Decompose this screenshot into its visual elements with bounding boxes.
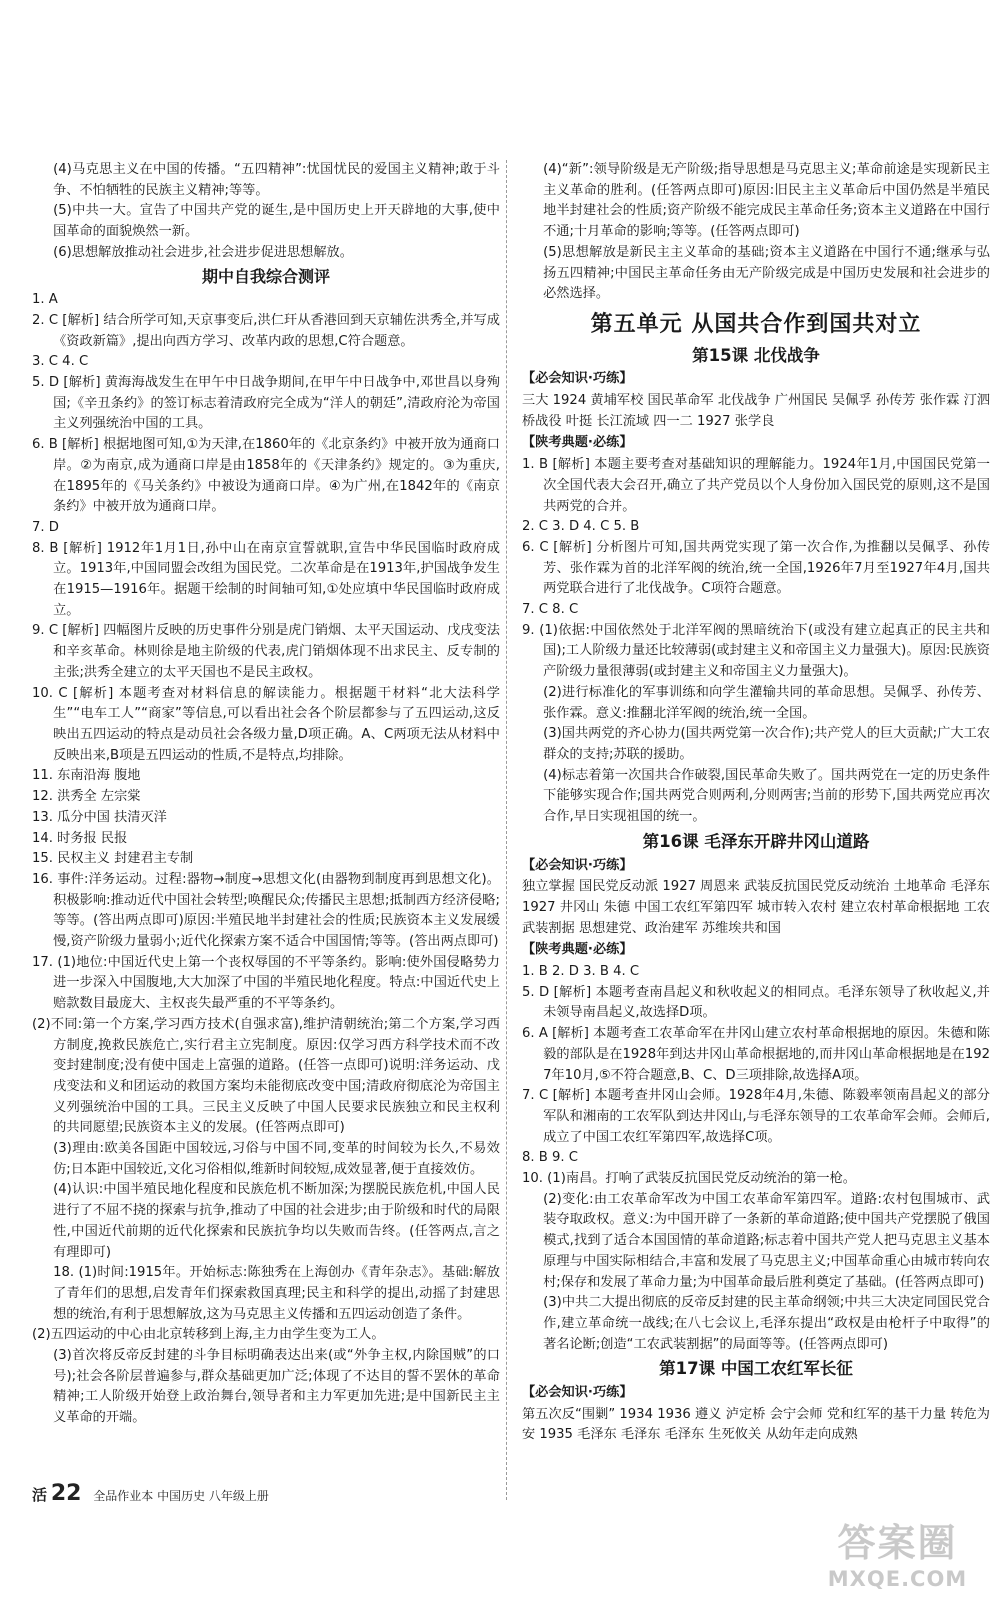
answer-item: 18. (1)时间:1915年。开始标志:陈独秀在上海创办《青年杂志》。基础:解放了青年们的思想,启发青年们探索救国真理;民主和科学的提出,动摇了封建思想的统治,有利于思想解放,这为马克思主义传播和五四运动创造了条件。 — [53, 1265, 500, 1322]
watermark-url: MXQE.COM — [827, 1567, 968, 1591]
answer-item: (2)五四运动的中心由北京转移到上海,主力由学生变为工人。 — [32, 1327, 385, 1343]
series-name: 全品作业本 中国历史 八年级上册 — [93, 1489, 269, 1503]
answer-item: 6. B [解析] 根据地图可知,①为天津,在1860年的《北京条约》中被开放为通商口岸。②为南京,成为通商口岸是由1858年的《天津条约》规定的。③为重庆,在1895年的《马关条约》中被设为通商口岸。④为广州,在1842年的《南京条约》中被开放为通商口岸。 — [32, 437, 500, 515]
answer-item: (4)标志着第一次国共合作破裂,国民革命失败了。国共两党在一定的历史条件下能够实现合作;国共两党合则两利,分则两害;当前的形势下,国共两党应再次合作,早日实现祖国的统一。 — [543, 767, 990, 825]
answer-item: 5. D [解析] 黄海海战发生在甲午中日战争期间,在甲午中日战争中,邓世昌以身殉国;《辛丑条约》的签订标志着清政府完全成为“洋人的朝廷”,清政府沦为帝国主义列强统治中国的工具。 — [32, 375, 500, 432]
knowledge-answers: 独立掌握 国民党反动派 1927 周恩来 武装反抗国民党反动统治 土地革命 毛泽东 1927 井冈山 朱德 中国工农红军第四军 城市转入农村 建立农村革命根据地 工农武装割据 思想建党、政治建军 苏维埃共和国 — [522, 879, 990, 936]
answer-item: 9. C [解析] 四幅图片反映的历史事件分别是虎门销烟、太平天国运动、戊戌变法和辛亥革命。林则徐是地主阶级的代表,虎门销烟体现不出求民主、反专制的主张;洪秀全建立的太平天国也不是民主政权。 — [32, 623, 500, 680]
answer-item: 14. 时务报 民报 — [32, 830, 128, 846]
answer-item: 12. 洪秀全 左宗棠 — [32, 789, 141, 805]
section-title: 期中自我综合测评 — [201, 266, 330, 286]
answer-item: 7. C [解析] 本题考查井冈山会师。1928年4月,朱德、陈毅率领南昌起义的部分军队和湘南的工农军队到达井冈山,与毛泽东领导的工农革命军会师。会师后,成立了中国工农红军第四军,故选择C项。 — [522, 1088, 990, 1145]
watermark-logo-text: 答案圈 — [837, 1521, 958, 1565]
paragraph: (5)中共一大。宣告了中国共产党的诞生,是中国历史上开天辟地的大事,使中国革命的面貌焕然一新。 — [53, 203, 500, 240]
knowledge-answers: 三大 1924 黄埔军校 国民革命军 北伐战争 广州国民 吴佩孚 孙传芳 张作霖 汀泗桥战役 叶挺 长江流域 四一二 1927 张学良 — [522, 393, 990, 429]
right-column — [522, 160, 990, 1446]
column-divider — [506, 160, 507, 1500]
answer-item: 8. B [解析] 1912年1月1日,孙中山在南京宣誓就职,宣告中华民国临时政府成立。1913年,中国同盟会改组为国民党。二次革命是在1913年,护国战争发生在1915—1916年。据题干绘制的时间轴可知,①处应填中华民国临时政府成立。 — [32, 540, 500, 618]
lesson-title: 第15课 北伐战争 — [692, 345, 820, 365]
paragraph: (6)思想解放推动社会进步,社会进步促进思想解放。 — [53, 244, 353, 260]
answer-item: (3)理由:欧美各国距中国较远,习俗与中国不同,变革的时间较为长久,不易效仿;日本距中国较近,文化习俗相似,维新时间较短,成效显著,便于直接效仿。 — [53, 1141, 500, 1177]
section-tag: 【陕考典题·必练】 — [522, 435, 633, 451]
unit-title: 第五单元 从国共合作到国共对立 — [590, 311, 922, 337]
lesson-title: 第16课 毛泽东开辟井冈山道路 — [642, 831, 870, 851]
answer-item: 1. A — [32, 292, 58, 308]
answer-item: 15. 民权主义 封建君主专制 — [32, 851, 194, 867]
section-tag: 【必会知识·巧练】 — [522, 1385, 633, 1401]
answer-item: (2)进行标准化的军事训练和向学生灌输共同的革命思想。吴佩孚、孙传芳、张作霖。意义:推翻北洋军阀的统治,统一全国。 — [543, 684, 990, 721]
answer-item: 7. D — [32, 519, 59, 535]
answer-item: 7. C 8. C — [522, 602, 579, 618]
answer-item: 6. C [解析] 分析图片可知,国共两党实现了第一次合作,为推翻以吴佩孚、孙传芳、张作霖为首的北洋军阀的统治,统一全国,1926年7月至1927年4月,国共两党联合进行了北伐战争。C项符合题意。 — [522, 539, 990, 597]
answer-item: (2)变化:由工农革命军改为中国工农革命军第四军。道路:农村包围城市、武装夺取政权。意义:为中国开辟了一条新的革命道路;使中国共产党摆脱了俄国模式,找到了适合本国国情的革命道路;标志着中国共产党人把马克思主义基本原理与中国实际相结合,丰富和发展了马克思主义;中国革命重心由城市转向农村;保存和发展了革命力量;为中国革命最后胜利奠定了基础。(任答两点即可) — [543, 1191, 990, 1290]
answer-item: 2. C [解析] 结合所学可知,天京事变后,洪仁玕从香港回到天京辅佐洪秀全,并写成《资政新篇》,提出向西方学习、改革内政的思想,C符合题意。 — [32, 312, 500, 349]
answer-item: 5. D [解析] 本题考查南昌起义和秋收起义的相同点。毛泽东领导了秋收起义,并未领导南昌起义,故选择D项。 — [522, 984, 990, 1021]
knowledge-answers: 第五次反“围剿” 1934 1936 遵义 泸定桥 会宁会师 党和红军的基干力量 转危为安 1935 毛泽东 毛泽东 毛泽东 生死攸关 从幼年走向成熟 — [522, 1406, 990, 1443]
left-column — [32, 160, 500, 1429]
answer-item: 9. (1)依据:中国依然处于北洋军阀的黑暗统治下(或没有建立起真正的民主共和国);工人阶级力量还比较薄弱(或封建主义和帝国主义力量强大)。原因:民族资产阶级力量很薄弱(或封建主义和帝国主义力量强大)。 — [522, 622, 990, 680]
answer-item: 6. A [解析] 本题考查工农革命军在井冈山建立农村革命根据地的原因。朱德和陈毅的部队是在1928年到达井冈山革命根据地的,而井冈山革命根据地是在1927年10月,⑤不符合题意,B、C、D三项排除,故选择A项。 — [522, 1026, 990, 1083]
answer-item: 16. 事件:洋务运动。过程:器物→制度→思想文化(由器物到制度再到思想文化)。积极影响:推动近代中国社会转型;唤醒民众;传播民主思想;抵制西方经济侵略;等等。(答出两点即可)原因:半殖民地半封建社会的性质;民族资本主义发展缓慢,资产阶级力量弱小;近代化探索方案不适合中国国情;等等。(答出两点即可) — [32, 871, 500, 950]
answer-item: 3. C 4. C — [32, 354, 89, 370]
answer-item: 13. 瓜分中国 扶清灭洋 — [32, 809, 167, 825]
section-tag: 【陕考典题·必练】 — [522, 942, 633, 958]
paragraph: (5)思想解放是新民主主义革命的基础;资本主义道路在中国行不通;继承与弘扬五四精神;中国民主革命任务由无产阶级完成是中国历史发展和社会进步的必然选择。 — [543, 244, 990, 302]
page-footer — [32, 1481, 269, 1506]
answer-item: 10. C [解析] 本题考查对材料信息的解读能力。根据题干材料“北大法科学生”“电车工人”“商家”等信息,可以看出社会各个阶层都参与了五四运动,这反映出五四运动的特点是动员社会各级力量,D项正确。A、C两项无法从材料中反映出来,B项是五四运动的性质,不是特点,均排除。 — [32, 685, 500, 763]
footer-prefix: 活 — [32, 1486, 48, 1504]
answer-item: (3)首次将反帝反封建的斗争目标明确表达出来(或“外争主权,内除国贼”的口号);社会各阶层普遍参与,群众基础更加广泛;体现了不达目的誓不罢休的革命精神;工人阶级开始登上政治舞台,领导者和主力军更加先进;是中国新民主主义革命的开端。 — [53, 1348, 500, 1426]
answer-item: 10. (1)南昌。打响了武装反抗国民党反动统治的第一枪。 — [522, 1171, 856, 1187]
answer-item: (2)不同:第一个方案,学习西方技术(自强求富),维护清朝统治;第二个方案,学习西方制度,挽救民族危亡,实行君主立宪制度。原因:仅学习西方科学技术而不改变封建制度;没有使中国走上富强的道路。(任答一点即可)说明:洋务运动、戊戌变法和义和团运动的救国方案均未能彻底改变中国;清政府彻底沦为帝国主义列强统治中国的工具。三民主义反映了中国人民要求民族独立和民主权利的共同愿望;民族资本主义的发展。(任答两点即可) — [32, 1016, 500, 1136]
answer-item: 2. C 3. D 4. C 5. B — [522, 519, 640, 535]
section-tag: 【必会知识·巧练】 — [522, 371, 633, 387]
answer-item: 8. B 9. C — [522, 1150, 578, 1166]
page-number: 22 — [50, 1481, 82, 1506]
answer-item: 1. B 2. D 3. B 4. C — [522, 964, 640, 980]
section-tag: 【必会知识·巧练】 — [522, 857, 633, 873]
paragraph: (4)“新”:领导阶级是无产阶级;指导思想是马克思主义;革命前途是实现新民主主义革命的胜利。(任答两点即可)原因:旧民主主义革命后中国仍然是半殖民地半封建社会的性质;资产阶级不能完成民主革命任务;资本主义道路在中国行不通;十月革命的影响;等等。(任答两点即可) — [543, 162, 990, 240]
watermark — [805, 1512, 990, 1591]
answer-item: (3)国共两党的齐心协力(国共两党第一次合作);共产党人的巨大贡献;广大工农群众的支持;苏联的援助。 — [543, 726, 990, 762]
lesson-title: 第17课 中国工农红军长征 — [659, 1359, 853, 1379]
answer-item: (3)中共二大提出彻底的反帝反封建的民主革命纲领;中共三大决定同国民党合作,建立革命统一战线;在八七会议上,毛泽东提出“政权是由枪杆子中取得”的著名论断;创造“工农武装割据”的局面等等。(任答两点即可) — [543, 1295, 990, 1352]
answer-item: 11. 东南沿海 腹地 — [32, 768, 141, 784]
paragraph: (4)马克思主义在中国的传播。“五四精神”:忧国忧民的爱国主义精神;敢于斗争、不怕牺牲的民族主义精神;等等。 — [53, 162, 500, 198]
answer-item: (4)认识:中国半殖民地化程度和民族危机不断加深;为摆脱民族危机,中国人民进行了不屈不挠的探索与抗争,推动了中国的社会进步;由于阶级和时代的局限性,中国近代前期的近代化探索和民族抗争均以失败而告终。(任答两点,言之有理即可) — [53, 1182, 500, 1260]
answer-item: 17. (1)地位:中国近代史上第一个丧权辱国的不平等条约。影响:使外国侵略势力进一步深入中国腹地,大大加深了中国的半殖民地化程度。特点:中国近代史上赔款数目最庞大、主权丧失最严重的不平等条约。 — [32, 954, 500, 1012]
answer-item: 1. B [解析] 本题主要考查对基础知识的理解能力。1924年1月,中国国民党第一次全国代表大会召开,确立了共产党员以个人身份加入国民党的原则,这不是国共两党的合并。 — [522, 457, 990, 514]
